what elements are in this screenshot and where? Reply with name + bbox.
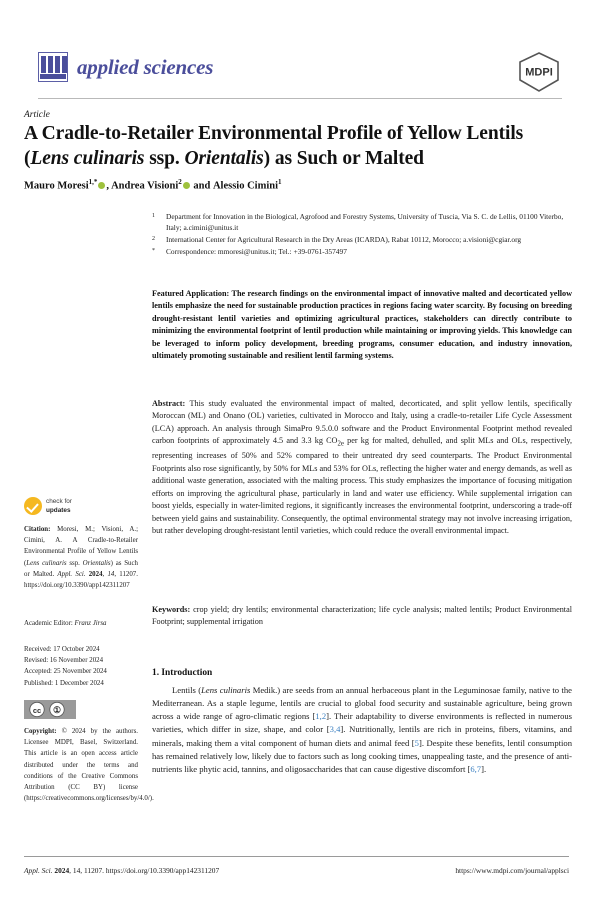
copyright-label: Copyright: <box>24 728 57 735</box>
citation-reference[interactable]: 3,4 <box>329 724 341 735</box>
title-subspecies: Orientalis <box>184 147 264 169</box>
citation-reference[interactable]: 1,2 <box>315 711 327 722</box>
citation-subspecies: Orientalis <box>82 559 111 567</box>
title-line-1: A Cradle-to-Retailer Environmental Profile of Yellow Lentils <box>24 123 524 144</box>
author-3-connector: and <box>193 180 211 192</box>
check-for-updates-label <box>46 497 72 516</box>
citation-block <box>24 524 138 600</box>
intro-text-c: ]. Their adaptability to diverse environments is reflected in numerous varieties, which differ in size, shape, and color [ <box>152 711 573 735</box>
title-species: Lens culinaris <box>30 147 145 169</box>
author-2-name: Andrea Visioni <box>111 180 179 192</box>
citation-part-a: Moresi, M.; Visioni, A.; Cimini, A. A Cradle-to-Retailer Environmental Profile of Yellow Lentils ( <box>24 526 138 567</box>
author-1-affiliation-marker: 1,* <box>88 178 98 186</box>
journal-masthead <box>38 52 562 94</box>
intro-species-name: Lens culinaris <box>201 685 251 695</box>
intro-text-f: ]. <box>481 763 487 774</box>
introduction-heading: 1. Introduction <box>152 668 213 678</box>
intro-text-a: Lentils ( <box>172 685 202 695</box>
citation-reference[interactable]: 5 <box>414 737 419 748</box>
affiliation-text: International Center for Agricultural Research in the Dry Areas (ICARDA), Rabat 10112, Morocco; a.visioni@cgiar.org <box>166 234 522 244</box>
title-paren-open: ( <box>24 147 31 169</box>
citation-doi[interactable]: , 11207. https://doi.org/10.3390/app142311207 <box>24 570 138 589</box>
introduction-paragraph <box>152 684 572 776</box>
svg-text:MDPI: MDPI <box>525 66 553 79</box>
publication-dates <box>24 644 138 689</box>
citation-part-d: , <box>102 570 108 578</box>
citation-reference[interactable]: 6,7 <box>470 763 482 774</box>
keywords-label: Keywords: <box>152 605 191 614</box>
featured-application-body: The research findings on the environmental impact of innovative malted and decorticated yellow lentils emphasize the need for sustainable production practices in regions facing water scarcity. By focusing on breeding drought-resistant lentil varieties and optimizing agricultural practices, stakeholders can directly contribute to minimizing the environmental footprint of lentil production while maintaining or improving yields. This knowledge can be leveraged to inform policy development, breeding programs, consumer education, and industry innovation, ultimately promoting sustainable and resilient lentil farming systems. <box>152 289 572 361</box>
mdpi-logo-icon <box>516 50 562 94</box>
date-published: Published: 1 December 2024 <box>24 679 104 687</box>
journal-title: applied sciences <box>77 54 214 79</box>
abstract-block <box>152 398 572 538</box>
author-1-name: Mauro Moresi <box>24 180 89 192</box>
footer-journal-url[interactable]: https://www.mdpi.com/journal/applsci <box>455 866 569 875</box>
academic-editor-line <box>24 620 138 627</box>
check-for-updates-badge[interactable] <box>24 496 96 518</box>
affiliation-text: Department for Innovation in the Biological, Agrofood and Forestry Systems, University of Tuscia, Via S. C. de Lellis, 01100 Viterbo, Italy; a.cimini@unitus.it <box>166 212 564 232</box>
title-line-2-tail: ) as Such or Malted <box>263 147 424 169</box>
badge-line-1: check for <box>46 498 72 505</box>
correspondence-marker: * <box>152 248 155 255</box>
abstract-part-1: This study evaluated the environmental impact of malted, decorticated, and split yellow lentils, specifically Moroccan (ML) and Onano (OL) varieties, cultivated in Morocco and Italy, using a cradle-to-retailer Life Cycle Assessment (LCA) approach. An analysis through SimaPro 9.5.0.0 software and the Product Environmental Footprint method revealed carbon footprints of approximately 4.5 and 3.3 kg CO <box>152 399 572 446</box>
footer-divider <box>24 856 569 857</box>
journal-logo <box>38 52 213 82</box>
citation-label: Citation: <box>24 526 51 533</box>
citation-part-c: ) as Such or Malted. <box>24 559 138 578</box>
affiliation-marker: 1 <box>152 213 155 219</box>
keywords-block <box>152 604 572 629</box>
date-received: Received: 17 October 2024 <box>24 646 100 653</box>
copyright-body: © 2024 by the authors. Licensee MDPI, Basel, Switzerland. This article is an open access article distributed under the terms and conditions of the Creative Commons Attribution (CC BY) license (https://creativecommons.org/licenses/by/4.0/). <box>24 728 154 803</box>
citation-volume: 14 <box>107 570 115 578</box>
footer-journal: Appl. Sci. <box>24 866 53 875</box>
citation-year: 2024 <box>85 570 103 578</box>
abstract-part-2: per kg for malted, dehulled, and split MLs and OLs, respectively, representing increases of 50% and 52% compared to their untreated dry seed counterparts. The Product Environmental Footprints also rose significantly, by 50% for MLs and 53% for OLs, reflecting the higher water and energy demands, as well as additional waste generation, associated with the malting process. This study emphasizes the importance of focusing mitigation efforts on improving the agricultural phase, particularly in land and water use efficiency. While supplemental irrigation can boost yields, especially in water-limited regions, it significantly increases the environmental footprint, underscoring a trade-off between yield gains and sustainability. Consequently, the optimal environmental strategy may not involve increasing irrigation, but rather developing drought-resistant lentil varieties, which could reduce the overall environmental impact. <box>152 436 573 536</box>
creative-commons-icon[interactable] <box>24 700 76 719</box>
header-divider <box>38 98 562 99</box>
author-list <box>24 178 569 192</box>
citation-species: Lens culinaris <box>26 559 67 567</box>
citation-text <box>24 524 138 591</box>
abstract-label: Abstract: <box>152 399 186 408</box>
page-title <box>24 122 569 171</box>
date-accepted: Accepted: 25 November 2024 <box>24 668 107 676</box>
featured-application-block <box>152 288 572 363</box>
checkmark-icon <box>24 497 42 515</box>
citation-journal: Appl. Sci. <box>57 570 86 578</box>
citation-part-b: ssp. <box>66 559 83 567</box>
author-3-name: Alessio Cimini <box>212 180 278 192</box>
footer-year: 2024 <box>52 866 70 875</box>
orcid-icon[interactable] <box>98 182 105 189</box>
affiliation-list <box>152 212 572 259</box>
date-revised: Revised: 16 November 2024 <box>24 657 104 665</box>
affiliation-marker: 2 <box>152 235 155 242</box>
svg-text:cc: cc <box>32 706 42 715</box>
academic-editor-label: Academic Editor: <box>24 620 73 627</box>
article-type-label: Article <box>24 110 50 120</box>
keywords-body: crop yield; dry lentils; environmental characterization; life cycle analysis; malted lentils; Product Environmental Footprint; supplemental irrigation <box>152 605 572 627</box>
intro-text-e: ]. Despite these benefits, lentil consumption has remained relatively low, likely due to factors such as long cooking times, unappealing taste, and the presence of anti-nutrients like phytic acid, tannins, and oligosaccharides that can cause digestive discomfort [ <box>152 737 572 774</box>
correspondence-item <box>152 247 572 258</box>
title-ssp: ssp. <box>144 147 185 169</box>
applied-sciences-icon <box>38 52 68 82</box>
orcid-icon[interactable] <box>183 182 190 189</box>
affiliation-item <box>152 235 572 246</box>
abstract-subscript: 2e <box>337 441 344 449</box>
footer-rest[interactable]: , 14, 11207. https://doi.org/10.3390/app142311207 <box>69 866 220 875</box>
affiliation-item <box>152 212 572 233</box>
badge-line-2: updates <box>46 507 71 515</box>
svg-text:①: ① <box>52 705 62 715</box>
copyright-block <box>24 726 154 804</box>
correspondence-text: Correspondence: mmoresi@unitus.it; Tel.: +39-0761-357497 <box>166 247 347 257</box>
footer-citation <box>24 866 219 875</box>
author-separator-1: , <box>106 180 112 192</box>
academic-editor-name: Franz Jirsa <box>72 620 107 627</box>
author-2-affiliation-marker: 2 <box>178 178 182 186</box>
featured-application-label: Featured Application: <box>152 289 230 298</box>
intro-text-d: ]. Nutritionally, lentils are rich in proteins, fibers, vitamins, and minerals, making them a vital component of human diets and animal feed [ <box>152 724 572 748</box>
intro-text-b: Medik.) are seeds from an annual herbaceous plant in the Leguminosae family, native to the Mediterranean. As a staple legume, lentils are crucial to global food security and sustainable agriculture, being grown across a wide range of agro-climatic regions [ <box>152 685 572 722</box>
author-3-affiliation-marker: 1 <box>278 178 282 186</box>
